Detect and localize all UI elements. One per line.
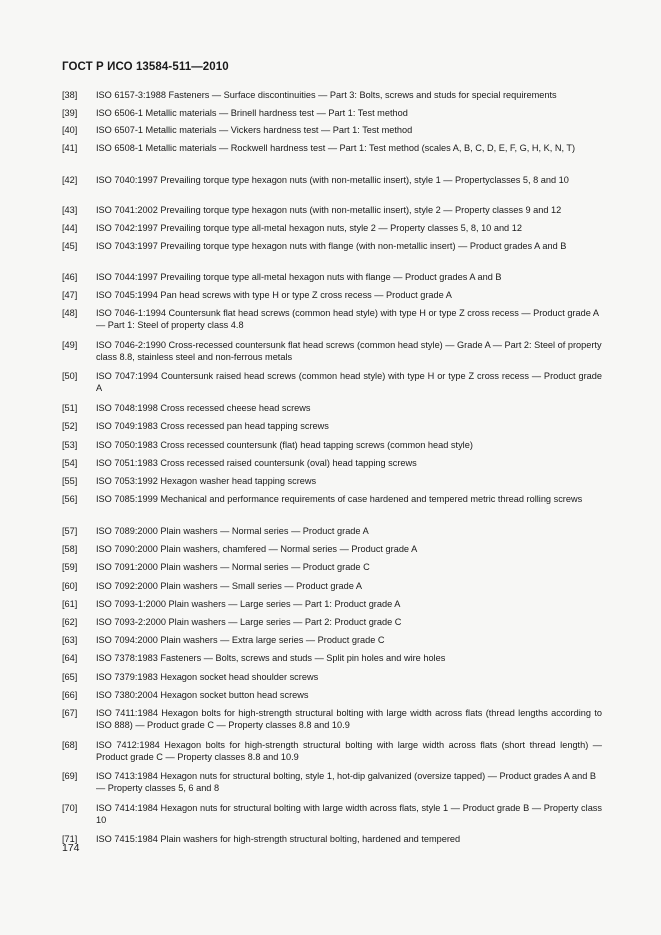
- reference-number: [68]: [62, 740, 78, 750]
- reference-number: [45]: [62, 241, 78, 251]
- reference-text: ISO 7413:1984 Hexagon nuts for structural bolting, style 1, hot-dip galvanized (oversize tapped) — Product grades A and B — Property classes 5, 6 and 8: [96, 771, 596, 794]
- reference-text: ISO 7043:1997 Prevailing torque type hexagon nuts with flange (with non-metallic insert) — Product grades A and B: [96, 241, 567, 251]
- reference-item: [62, 107, 602, 119]
- reference-item: [62, 271, 602, 283]
- reference-item: [62, 561, 602, 573]
- reference-text: ISO 7046-1:1994 Countersunk flat head screws (common head style) with type H or type Z cross recess — Product grade A — Part 1: Steel of property class 4.8: [96, 308, 599, 331]
- reference-text: ISO 7093-1:2000 Plain washers — Large series — Part 1: Product grade A: [96, 599, 401, 609]
- reference-item: [62, 204, 602, 216]
- reference-number: [49]: [62, 340, 78, 350]
- reference-number: [38]: [62, 90, 78, 100]
- reference-item: [62, 289, 602, 301]
- reference-number: [42]: [62, 175, 78, 185]
- reference-item: [62, 707, 602, 731]
- reference-item: [62, 739, 602, 763]
- reference-text: ISO 7089:2000 Plain washers — Normal series — Product grade A: [96, 526, 369, 536]
- reference-item: [62, 420, 602, 432]
- reference-text: ISO 7411:1984 Hexagon bolts for high-strength structural bolting with large width across flats (thread lengths according to ISO 888) — Product grade C — Property classes 8.8 and 10.9: [96, 708, 602, 731]
- reference-number: [64]: [62, 653, 78, 663]
- reference-item: [62, 802, 602, 826]
- reference-text: ISO 6506-1 Metallic materials — Brinell hardness test — Part 1: Test method: [96, 108, 408, 118]
- reference-item: [62, 307, 602, 331]
- reference-text: ISO 7091:2000 Plain washers — Normal series — Product grade C: [96, 562, 370, 572]
- reference-item: [62, 770, 602, 794]
- reference-number: [69]: [62, 771, 78, 781]
- reference-item: [62, 598, 602, 610]
- reference-number: [71]: [62, 834, 78, 844]
- reference-number: [70]: [62, 803, 78, 813]
- reference-item: [62, 439, 602, 451]
- reference-number: [53]: [62, 440, 78, 450]
- reference-text: ISO 7051:1983 Cross recessed raised countersunk (oval) head tapping screws: [96, 458, 417, 468]
- reference-text: ISO 7044:1997 Prevailing torque type all-metal hexagon nuts with flange — Product grades A and B: [96, 272, 502, 282]
- reference-text: ISO 7093-2:2000 Plain washers — Large series — Part 2: Product grade C: [96, 617, 402, 627]
- reference-number: [39]: [62, 108, 78, 118]
- reference-number: [47]: [62, 290, 78, 300]
- reference-text: ISO 7378:1983 Fasteners — Bolts, screws and studs — Split pin holes and wire holes: [96, 653, 446, 663]
- reference-text: ISO 7040:1997 Prevailing torque type hexagon nuts (with non-metallic insert), style 1 — Propertyclasses 5, 8 and 10: [96, 175, 569, 185]
- reference-text: ISO 7041:2002 Prevailing torque type hexagon nuts (with non-metallic insert), style 2 — Property classes 9 and 12: [96, 205, 562, 215]
- reference-item: [62, 525, 602, 537]
- reference-number: [50]: [62, 371, 78, 381]
- reference-item: [62, 370, 602, 394]
- reference-item: [62, 89, 602, 101]
- reference-number: [54]: [62, 458, 78, 468]
- reference-item: [62, 580, 602, 592]
- reference-number: [66]: [62, 690, 78, 700]
- reference-text: ISO 7046-2:1990 Cross-recessed countersunk flat head screws (common head style) — Grade A — Part 2: Steel of property class 8.8, stainless steel and non-ferrous metals: [96, 340, 602, 363]
- reference-item: [62, 616, 602, 628]
- reference-number: [59]: [62, 562, 78, 572]
- reference-item: [62, 339, 602, 363]
- reference-text: ISO 7379:1983 Hexagon socket head shoulder screws: [96, 672, 319, 682]
- reference-text: ISO 6157-3:1988 Fasteners — Surface discontinuities — Part 3: Bolts, screws and studs for special requirements: [96, 90, 557, 100]
- reference-text: ISO 7049:1983 Cross recessed pan head tapping screws: [96, 421, 329, 431]
- reference-text: ISO 7090:2000 Plain washers, chamfered — Normal series — Product grade A: [96, 544, 418, 554]
- reference-number: [65]: [62, 672, 78, 682]
- reference-text: ISO 7053:1992 Hexagon washer head tapping screws: [96, 476, 317, 486]
- reference-text: ISO 7042:1997 Prevailing torque type all-metal hexagon nuts, style 2 — Property classes 5, 8, 10 and 12: [96, 223, 522, 233]
- reference-text: ISO 7047:1994 Countersunk raised head screws (common head style) with type H or type Z cross recess — Product grade A: [96, 371, 602, 394]
- reference-number: [62]: [62, 617, 78, 627]
- reference-text: ISO 7415:1984 Plain washers for high-strength structural bolting, hardened and tempered: [96, 834, 461, 844]
- reference-text: ISO 7050:1983 Cross recessed countersunk (flat) head tapping screws (common head style): [96, 440, 473, 450]
- reference-item: [62, 240, 602, 252]
- reference-number: [58]: [62, 544, 78, 554]
- reference-text: ISO 6508-1 Metallic materials — Rockwell hardness test — Part 1: Test method (scales A, B, C, D, E, F, G, H, K, N, T): [96, 143, 576, 153]
- reference-number: [57]: [62, 526, 78, 536]
- reference-number: [52]: [62, 421, 78, 431]
- reference-number: [48]: [62, 308, 78, 318]
- page-number: 174: [62, 842, 80, 854]
- reference-item: [62, 543, 602, 555]
- reference-number: [40]: [62, 125, 78, 135]
- reference-number: [41]: [62, 143, 78, 153]
- reference-number: [51]: [62, 403, 78, 413]
- reference-item: [62, 174, 602, 186]
- reference-text: ISO 7045:1994 Pan head screws with type H or type Z cross recess — Product grade A: [96, 290, 452, 300]
- reference-text: ISO 7048:1998 Cross recessed cheese head screws: [96, 403, 311, 413]
- reference-text: ISO 7380:2004 Hexagon socket button head screws: [96, 690, 309, 700]
- reference-number: [63]: [62, 635, 78, 645]
- reference-item: [62, 142, 602, 154]
- reference-item: [62, 493, 602, 505]
- reference-number: [46]: [62, 272, 78, 282]
- reference-text: ISO 7085:1999 Mechanical and performance requirements of case hardened and tempered metric thread rolling screws: [96, 494, 583, 504]
- reference-text: ISO 6507-1 Metallic materials — Vickers hardness test — Part 1: Test method: [96, 125, 413, 135]
- reference-number: [55]: [62, 476, 78, 486]
- reference-text: ISO 7094:2000 Plain washers — Extra large series — Product grade C: [96, 635, 385, 645]
- reference-item: [62, 671, 602, 683]
- reference-number: [56]: [62, 494, 78, 504]
- reference-item: [62, 124, 602, 136]
- reference-item: [62, 457, 602, 469]
- reference-number: [44]: [62, 223, 78, 233]
- reference-item: [62, 475, 602, 487]
- reference-item: [62, 652, 602, 664]
- reference-text: ISO 7414:1984 Hexagon nuts for structural bolting with large width across flats, style 1 — Product grade B — Property class 10: [96, 803, 602, 826]
- reference-text: ISO 7092:2000 Plain washers — Small series — Product grade A: [96, 581, 363, 591]
- reference-number: [43]: [62, 205, 78, 215]
- reference-item: [62, 689, 602, 701]
- reference-item: [62, 833, 602, 845]
- reference-item: [62, 222, 602, 234]
- reference-item: [62, 402, 602, 414]
- document-header: ГОСТ Р ИСО 13584-511—2010: [62, 61, 229, 73]
- reference-item: [62, 634, 602, 646]
- reference-number: [67]: [62, 708, 78, 718]
- reference-text: ISO 7412:1984 Hexagon bolts for high-strength structural bolting with large width across flats (short thread length) — Product grade C — Property classes 8.8 and 10.9: [96, 740, 602, 763]
- reference-number: [60]: [62, 581, 78, 591]
- reference-number: [61]: [62, 599, 78, 609]
